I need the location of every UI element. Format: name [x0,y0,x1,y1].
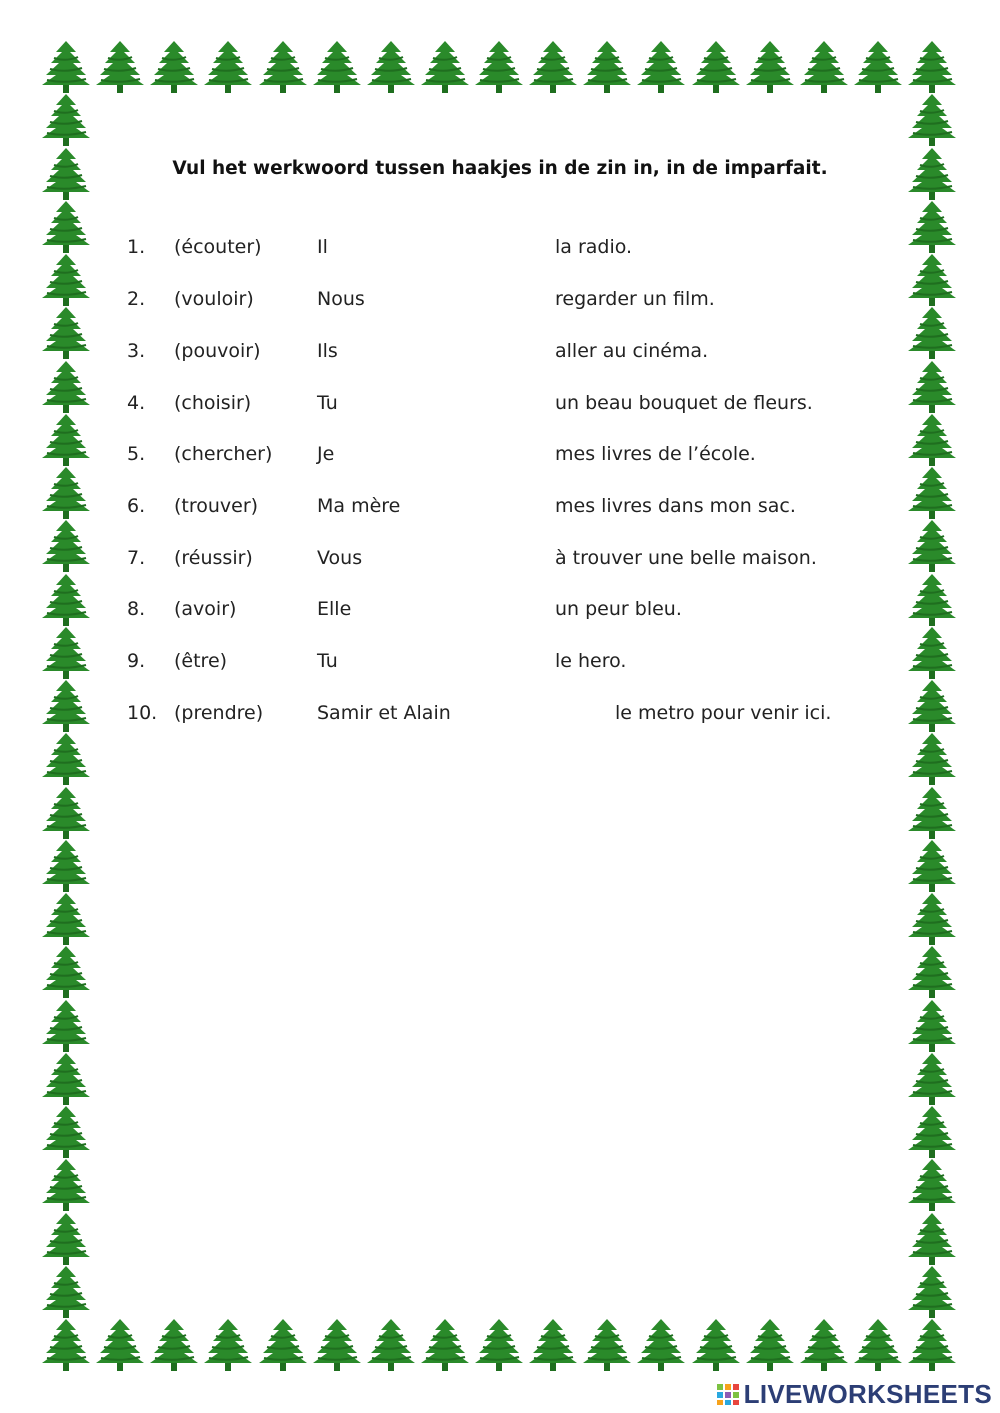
item-number: 3. [127,340,146,362]
item-verb: (avoir) [174,598,237,620]
list-item [0,443,1000,473]
item-verb: (choisir) [174,392,252,414]
tree-icon [40,945,92,999]
tree-icon [906,93,958,147]
liveworksheets-logo-icon [716,1382,740,1406]
tree-icon [906,786,958,840]
tree-icon [40,999,92,1053]
tree-icon [202,40,254,94]
item-verb: (réussir) [174,547,253,569]
tree-icon [798,1318,850,1372]
tree-icon [40,1212,92,1266]
tree-icon [311,40,363,94]
item-number: 8. [127,598,146,620]
item-verb: (être) [174,650,228,672]
tree-icon [906,1318,958,1372]
tree-icon [906,1265,958,1319]
tree-icon [906,839,958,893]
tree-icon [148,40,200,94]
footer-brand[interactable] [716,1379,992,1409]
tree-icon [635,40,687,94]
tree-icon [40,93,92,147]
item-number: 5. [127,443,146,465]
item-rest: un beau bouquet de fleurs. [555,392,813,414]
item-rest: un peur bleu. [555,598,682,620]
item-subject: Ma mère [317,495,401,517]
tree-icon [581,1318,633,1372]
tree-icon [40,1318,92,1372]
item-rest: le metro pour venir ici. [615,702,832,724]
item-subject: Nous [317,288,365,310]
tree-icon [473,40,525,94]
item-rest: mes livres de l’école. [555,443,756,465]
brand-name: LIVEWORKSHEETS [743,1378,992,1409]
tree-icon [365,1318,417,1372]
item-subject: Elle [317,598,352,620]
item-subject: Tu [317,650,338,672]
tree-icon [40,40,92,94]
item-number: 9. [127,650,146,672]
tree-icon [94,1318,146,1372]
list-item [0,650,1000,680]
item-verb: (trouver) [174,495,259,517]
item-number: 1. [127,236,146,258]
tree-icon [527,1318,579,1372]
tree-icon [906,40,958,94]
tree-icon [40,1052,92,1106]
item-rest: le hero. [555,650,627,672]
item-rest: la radio. [555,236,633,258]
list-item [0,702,1000,732]
tree-icon [906,892,958,946]
tree-icon [257,1318,309,1372]
page-title: Vul het werkwoord tussen haakjes in de zin in, in de imparfait. [172,158,828,179]
item-number: 7. [127,547,146,569]
item-subject: Vous [317,547,363,569]
tree-icon [690,1318,742,1372]
item-number: 6. [127,495,146,517]
tree-icon [94,40,146,94]
tree-icon [148,1318,200,1372]
tree-icon [906,945,958,999]
item-number: 2. [127,288,146,310]
item-subject: Tu [317,392,338,414]
list-item [0,340,1000,370]
tree-icon [419,1318,471,1372]
list-item [0,547,1000,577]
tree-icon [906,999,958,1053]
tree-icon [40,1265,92,1319]
item-subject: Ils [317,340,338,362]
tree-icon [906,1052,958,1106]
tree-icon [257,40,309,94]
item-rest: regarder un film. [555,288,715,310]
tree-icon [202,1318,254,1372]
tree-icon [527,40,579,94]
tree-icon [40,1158,92,1212]
tree-icon [852,1318,904,1372]
tree-icon [906,1212,958,1266]
tree-icon [40,892,92,946]
tree-icon [40,839,92,893]
list-item [0,495,1000,525]
tree-icon [744,40,796,94]
item-rest: à trouver une belle maison. [555,547,817,569]
item-number: 10. [127,702,158,724]
tree-icon [581,40,633,94]
tree-icon [852,40,904,94]
item-rest: aller au cinéma. [555,340,709,362]
tree-icon [311,1318,363,1372]
item-subject: Samir et Alain [317,702,451,724]
item-verb: (prendre) [174,702,264,724]
item-subject: Je [317,443,335,465]
tree-icon [40,1105,92,1159]
item-verb: (vouloir) [174,288,254,310]
tree-icon [635,1318,687,1372]
tree-icon [473,1318,525,1372]
item-verb: (écouter) [174,236,262,258]
item-number: 4. [127,392,146,414]
item-rest: mes livres dans mon sac. [555,495,796,517]
tree-icon [906,732,958,786]
tree-icon [744,1318,796,1372]
tree-icon [40,786,92,840]
list-item [0,392,1000,422]
tree-icon [365,40,417,94]
tree-icon [906,1105,958,1159]
item-verb: (chercher) [174,443,273,465]
tree-icon [419,40,471,94]
list-item [0,236,1000,266]
tree-icon [906,1158,958,1212]
item-subject: Il [317,236,328,258]
list-item [0,288,1000,318]
item-verb: (pouvoir) [174,340,261,362]
tree-icon [798,40,850,94]
list-item [0,598,1000,628]
tree-icon [690,40,742,94]
tree-icon [40,732,92,786]
